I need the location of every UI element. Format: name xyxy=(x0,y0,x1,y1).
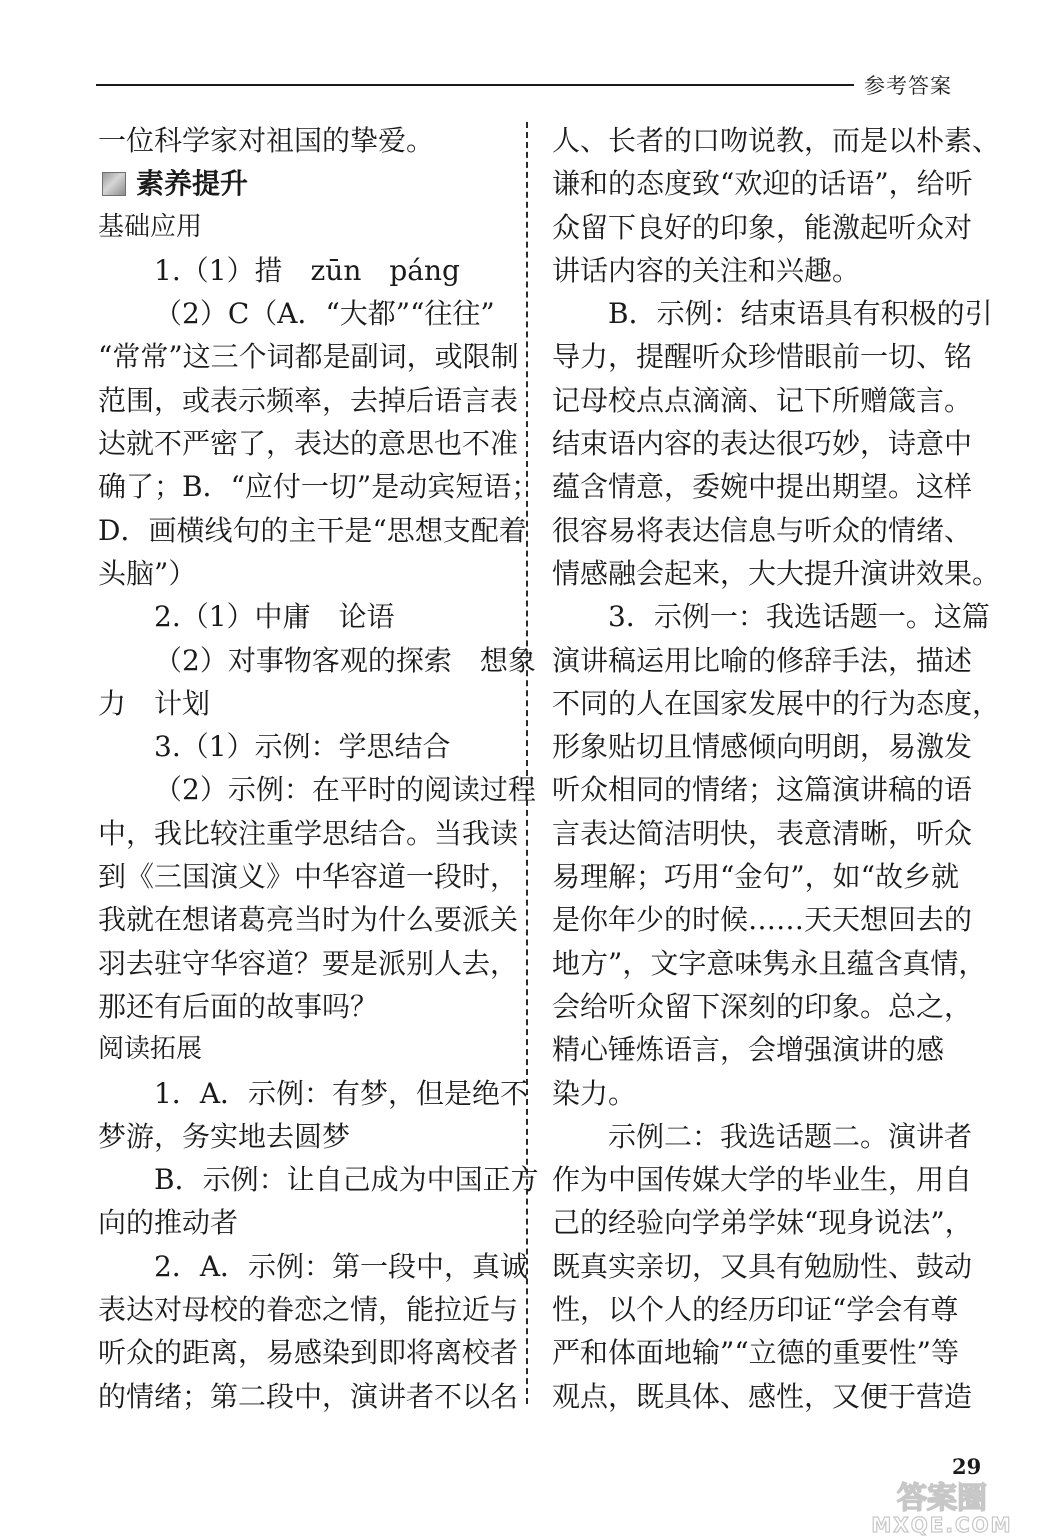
text-line: 记母校点点滴滴、记下所赠箴言。 xyxy=(552,383,973,417)
sub-heading: 基础应用 xyxy=(98,211,203,242)
text-line: 头脑”） xyxy=(98,556,197,590)
text-line: 性，以个人的经历印证“学会有尊 xyxy=(552,1293,959,1327)
text-line: 很容易将表达信息与听众的情绪、 xyxy=(552,513,973,547)
text-line: 确了；B．“应付一切”是动宾短语； xyxy=(98,470,540,504)
text-line: 中，我比较注重学思结合。当我读 xyxy=(98,816,519,850)
answer-line: 1.（1）措 zūn páng xyxy=(154,253,460,287)
column-divider xyxy=(526,122,528,1404)
text-line: 众留下良好的印象，能激起听众对 xyxy=(552,210,973,244)
text-line: 形象贴切且情感倾向明朗，易激发 xyxy=(552,730,973,764)
section-marker-icon xyxy=(102,172,126,196)
answer-line: （2）对事物客观的探索 想象 xyxy=(154,643,536,677)
answer-line: B．示例：让自己成为中国正方 xyxy=(154,1163,539,1197)
text-line: 作为中国传媒大学的毕业生，用自 xyxy=(552,1163,973,1197)
answer-line: 3.（1）示例：学思结合 xyxy=(154,730,451,764)
text-line: 严和体面地输”“立德的重要性”等 xyxy=(552,1336,959,1370)
text-line: 不同的人在国家发展中的行为态度， xyxy=(552,686,1001,720)
sub-heading: 阅读拓展 xyxy=(98,1034,203,1065)
text-line: 梦游，务实地去圆梦 xyxy=(98,1119,351,1153)
left-column xyxy=(98,119,540,1418)
text-line: 导力，提醒听众珍惜眼前一切、铭 xyxy=(552,340,973,374)
text-line: 羽去驻守华容道？要是派别人去， xyxy=(98,946,519,980)
text-line: 言表达简洁明快，表意清晰，听众 xyxy=(552,816,973,850)
right-column xyxy=(552,119,1001,1418)
answer-line: 1．A．示例：有梦，但是绝不 xyxy=(154,1076,529,1110)
answer-line: 2．A．示例：第一段中，真诚 xyxy=(154,1249,529,1283)
text-line: 力 计划 xyxy=(98,686,211,720)
text-line: D．画横线句的主干是“思想支配着 xyxy=(98,513,527,547)
answer-line: 2.（1）中庸 论语 xyxy=(154,600,395,634)
text-line: 情感融会起来，大大提升演讲效果。 xyxy=(552,556,1001,590)
watermark-logo xyxy=(842,1478,1042,1536)
section-heading-text: 素养提升 xyxy=(136,167,249,201)
text-line: 蕴含情意，委婉中提出期望。这样 xyxy=(552,470,973,504)
svg-text:MXQE.COM: MXQE.COM xyxy=(871,1513,1013,1536)
text-line: 是你年少的时候……天天想回去的 xyxy=(552,903,973,937)
answer-line: 3．示例一：我选话题一。这篇 xyxy=(608,600,990,634)
section-heading xyxy=(98,162,506,205)
text-line: 一位科学家对祖国的挚爱。 xyxy=(98,124,435,157)
text-line: 人、长者的口吻说教，而是以朴素、 xyxy=(552,124,1001,157)
text-line: 我就在想诸葛亮当时为什么要派关 xyxy=(98,903,519,937)
text-line: 那还有后面的故事吗？ xyxy=(98,989,379,1023)
text-line: 地方”，文字意味隽永且蕴含真情， xyxy=(552,946,987,980)
svg-text:答案圈: 答案圈 xyxy=(897,1481,987,1516)
page-number: 29 xyxy=(952,1454,982,1479)
text-line: 向的推动者 xyxy=(98,1206,239,1240)
text-line: 听众相同的情绪；这篇演讲稿的语 xyxy=(552,773,973,807)
text-line: 易理解；巧用“金句”，如“故乡就 xyxy=(552,860,959,894)
text-line: 会给听众留下深刻的印象。总之， xyxy=(552,989,973,1023)
text-line: 精心锤炼语言，会增强演讲的感 xyxy=(552,1033,945,1067)
header-rule xyxy=(96,84,854,86)
text-line: 范围，或表示频率，去掉后语言表 xyxy=(98,383,519,417)
text-line: 到《三国演义》中华容道一段时， xyxy=(98,860,519,894)
text-line: 演讲稿运用比喻的修辞手法，描述 xyxy=(552,643,973,677)
text-line: 听众的距离，易感染到即将离校者 xyxy=(98,1336,519,1370)
answer-line: 示例二：我选话题二。演讲者 xyxy=(608,1119,973,1153)
text-line: 观点，既具体、感性，又便于营造 xyxy=(552,1379,973,1413)
answer-line: （2）C（A．“大都”“往往” xyxy=(154,297,495,331)
text-line: 染力。 xyxy=(552,1076,637,1110)
answer-line: B．示例：结束语具有积极的引 xyxy=(608,297,993,331)
text-line: 既真实亲切，又具有勉励性、鼓动 xyxy=(552,1249,973,1283)
running-header: 参考答案 xyxy=(864,74,952,98)
text-line: 达就不严密了，表达的意思也不准 xyxy=(98,427,519,461)
answer-line: （2）示例：在平时的阅读过程 xyxy=(154,773,536,807)
text-line: “常常”这三个词都是副词，或限制 xyxy=(98,340,519,374)
text-line: 谦和的态度致“欢迎的话语”，给听 xyxy=(552,167,973,201)
text-line: 己的经验向学弟学妹“现身说法”， xyxy=(552,1206,973,1240)
text-line: 讲话内容的关注和兴趣。 xyxy=(552,253,861,287)
text-line: 表达对母校的眷恋之情，能拉近与 xyxy=(98,1293,519,1327)
text-line: 的情绪；第二段中，演讲者不以名 xyxy=(98,1379,519,1413)
text-line: 结束语内容的表达很巧妙，诗意中 xyxy=(552,427,973,461)
